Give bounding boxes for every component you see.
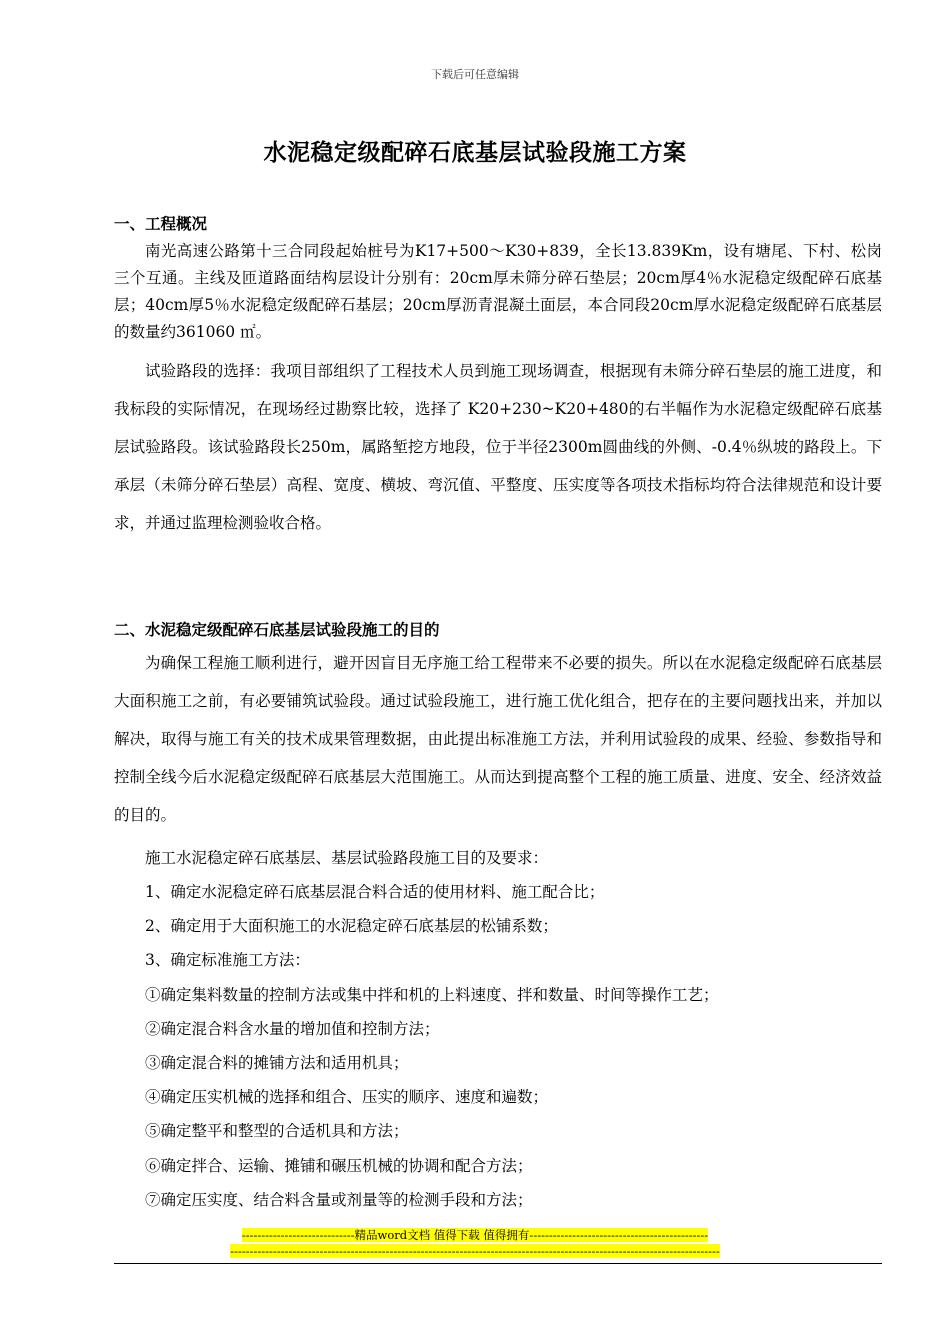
footer-banner-line-1	[0, 1227, 950, 1243]
footer-banner-text: -----------------------------精品word文档 值得下载 值得拥有----------------------------------------------	[241, 1228, 709, 1242]
section-2-heading: 二、水泥稳定级配碎石底基层试验段施工的目的	[114, 621, 440, 639]
sub-item-5: ⑤确定整平和整型的合适机具和方法；	[145, 1122, 409, 1140]
sub-item-7: ⑦确定压实度、结合料含量或剂量等的检测手段和方法；	[145, 1191, 533, 1209]
header-note: 下载后可任意编辑	[431, 68, 519, 81]
sub-item-2: ②确定混合料含水量的增加值和控制方法；	[145, 1020, 440, 1038]
section-1-paragraph-2: 试验路段的选择：我项目部组织了工程技术人员到施工现场调查，根据现有未筛分碎石垫层的施工进度，和我标段的实际情况，在现场经过勘察比较，选择了 K20+230~K20+480的右半幅作为水泥稳定级配碎石底基层试验路段。该试验路段长250m，属路堑挖方地段，位于半径2300m圆曲线的外侧、-0.4％纵坡的路段上。下承层（未筛分碎石垫层）高程、宽度、横坡、弯沉值、平整度、压实度等各项技术指标均符合法律规范和设计要求，并通过监理检测验收合格。	[114, 362, 882, 532]
sub-item-1: ①确定集料数量的控制方法或集中拌和机的上料速度、拌和数量、时间等操作工艺；	[145, 986, 719, 1004]
section-2-paragraph-1: 为确保工程施工顺利进行，避开因盲目无序施工给工程带来不必要的损失。所以在水泥稳定级配碎石底基层大面积施工之前，有必要铺筑试验段。通过试验段施工，进行施工优化组合，把存在的主要问题找出来，并加以解决，取得与施工有关的技术成果管理数据，由此提出标准施工方法，并利用试验段的成果、经验、参数指导和控制全线今后水泥稳定级配碎石底基层大范围施工。从而达到提高整个工程的施工质量、进度、安全、经济效益的目的。	[114, 654, 882, 824]
list-item-1: 1、确定水泥稳定碎石底基层混合料合适的使用材料、施工配合比；	[145, 883, 605, 901]
section-1-paragraph-1: 南光高速公路第十三合同段起始桩号为K17+500～K30+839，全长13.839Km，设有塘尾、下村、松岗三个互通。主线及匝道路面结构层设计分别有：20cm厚未筛分碎石垫层；20cm厚4％水泥稳定级配碎石底基层；40cm厚5％水泥稳定级配碎石基层；20cm厚沥青混凝土面层，本合同段20cm厚水泥稳定级配碎石底基层的数量约361060 ㎡。	[114, 242, 882, 341]
sub-item-6: ⑥确定拌合、运输、摊铺和碾压机械的协调和配合方法；	[145, 1157, 533, 1175]
footer-divider	[114, 1263, 882, 1264]
sub-item-3: ③确定混合料的摊铺方法和适用机具；	[145, 1054, 409, 1072]
footer-dash-line: ------------------------------------------------------------------------------------------------------------------------------	[230, 1244, 720, 1258]
section-1-heading: 一、工程概况	[114, 215, 208, 233]
list-intro: 施工水泥稳定碎石底基层、基层试验路段施工目的及要求：	[145, 849, 549, 867]
list-item-3: 3、确定标准施工方法：	[145, 951, 310, 969]
list-item-2: 2、确定用于大面积施工的水泥稳定碎石底基层的松铺系数；	[145, 917, 558, 935]
sub-item-4: ④确定压实机械的选择和组合、压实的顺序、速度和遍数；	[145, 1088, 549, 1106]
footer-banner-line-2	[0, 1244, 950, 1258]
document-title: 水泥稳定级配碎石底基层试验段施工方案	[263, 140, 687, 166]
